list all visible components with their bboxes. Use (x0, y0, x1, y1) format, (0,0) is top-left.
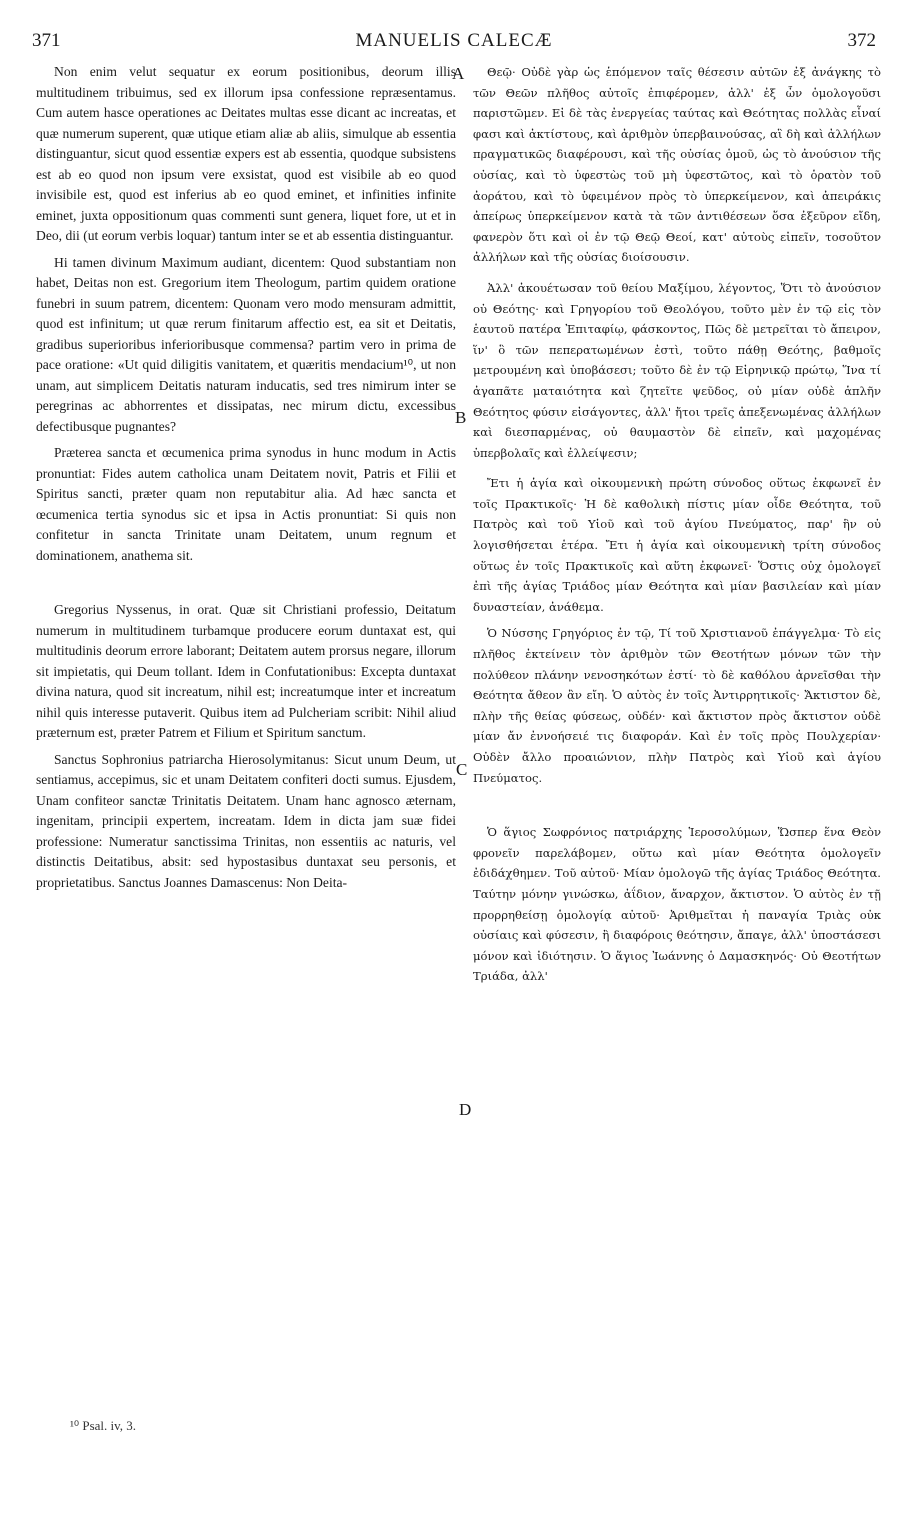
running-title: MANUELIS CALECÆ (355, 30, 553, 51)
margin-marker-c: C (456, 760, 468, 779)
margin-marker-d: D (459, 1100, 472, 1119)
page-header (32, 30, 876, 56)
column-divider (464, 60, 465, 1400)
latin-paragraph: Præterea sancta et œcumenica prima synodus in hunc modum in Actis pronuntiat: Fides autem catholica unam Deitatem novit, Patris et Filii et Spiritus sancti, præter quam non reputabitur alia. Ad hæc sancta et œcumenica tertia synodus sic et ipsa in Actis pronuntiat: Si quis non confitetur in sancta Trinitate unam Deitatem, unum regnum et dominationem, anathema sit. (36, 445, 456, 563)
greek-column (473, 62, 881, 987)
right-page-number: 372 (847, 30, 876, 51)
latin-paragraph: Sanctus Sophronius patriarcha Hierosolymitanus: Sicut unum Deum, ut sentiamus, accepimus, sic et unam Deitatem confiteri docti sumus. Ejusdem, Unam confiteor sanctæ Trinitatis Deitatem. Unam hanc agnosco æternam, ingenitam, principii expertem, increatam. Idem in dicta jam suæ fidei professione: Numeratur sanctissima Trinitas, non essentiis ac naturis, vel distinctis Deitatibus, absit: sed hypostasibus duntaxat seu personis, et proprietatibus. Sanctus Joannes Damascenus: Non Deita- (36, 751, 456, 890)
greek-paragraph: Ὁ Νύσσης Γρηγόριος ἐν τῷ, Τί τοῦ Χριστιανοῦ ἐπάγγελμα· Τὸ εἰς πλῆθος ἐκτείνειν τὸν ἀριθμὸν τῶν Θεοτήτων μόνων τῶν τὴν πολύθεον πλάνην νενοσηκότων ἐστί· τὸ δὲ καθόλου ἀρνεῖσθαι τὴν Θεότητα ἄθεον ἂν εἴη. Ὁ αὐτὸς ἐν τοῖς Ἀντιρρητικοῖς· Ἄκτιστον δὲ, πλὴν τῆς θείας φύσεως, οὐδέν· καὶ ἄκτιστον πρὸς ἄκτιστον οὐδὲ μίαν ἄν ἐννοήσειέ τις διαφοράν. Καὶ ἐν τοῖς πρὸς Πουλχερίαν· Οὐδὲν ἄλλο προαιώνιον, πλὴν Πατρὸς καὶ Υἱοῦ καὶ ἁγίου Πνεύματος. (473, 626, 881, 785)
margin-marker-a: A (452, 64, 465, 83)
greek-paragraph: Θεῷ· Οὐδὲ γὰρ ὡς ἑπόμενον ταῖς θέσεσιν αὐτῶν ἐξ ἀνάγκης τὸ τῶν Θεῶν πλῆθος αὐτοῖς ἐπιφέρομεν, ἀλλ' ἐξ ὧν ὁμολογοῦσι παριστῶμεν. Εἰ δὲ τὰς ἐνεργείας ταύτας καὶ Θεότητας πολλὰς εἶναί φασι καὶ ἀκτίστους, καὶ ἀριθμὸν ὑπερβαινούσας, αἳ δὴ καὶ ἀλλήλων πραγματικῶς διαφέρουσι, καὶ τῆς οὐσίας ὁμοῦ, ὡς τὸ ἀνούσιον τῆς οὐσίας, καὶ τὸ ὑφεστὼς τοῦ μὴ ὑφεστῶτος, καὶ τὸ ὁρατὸν τοῦ ἀοράτου, καὶ τὸ ὑφειμένον πρὸς τὸ ὑπερκείμενον, καὶ ἀπειράκις ἀπείρως ὑπερκείμενον κατὰ τὰ τῶν ἀντιθέσεων ὅσα ἐξεῦρον εἴδη, φανερὸν ὅτι καὶ οἱ ἐν τῷ Θεῷ Θεοί, κατ' αὐτοὺς εἰπεῖν, τοσοῦτον ἀλλήλων καὶ τῆς οὐσίας διοίσουσιν. (473, 65, 881, 265)
greek-paragraph: Ἔτι ἡ ἁγία καὶ οἰκουμενικὴ πρώτη σύνοδος οὕτως ἐκφωνεῖ ἐν τοῖς Πρακτικοῖς· Ἡ δὲ καθολικὴ πίστις μίαν οἶδε Θεότητα, τοῦ Πατρὸς καὶ τοῦ Υἱοῦ καὶ τοῦ ἁγίου Πνεύματος, παρ' ἣν οὐ λογισθήσεται ἑτέρα. Ἔτι ἡ ἁγία καὶ οἰκουμενικὴ τρίτη σύνοδος οὕτως ἐν τοῖς Πρακτικοῖς καὶ αὕτη ἐκφωνεῖ· Ὅστις οὐχ ὁμολογεῖ ἐπὶ τῆς ἁγίας Τριάδος μίαν Θεότητα καὶ μίαν βασιλείαν καὶ μίαν δυναστείαν, ἀνάθεμα. (473, 476, 881, 614)
left-page-number: 371 (32, 30, 61, 51)
greek-paragraph: Ἀλλ' ἀκουέτωσαν τοῦ θείου Μαξίμου, λέγοντος, Ὅτι τὸ ἀνούσιον οὐ Θεότης· καὶ Γρηγορίου τοῦ Θεολόγου, τοῦτο μὲν ἐν τῷ εἰς τὸν ἑαυτοῦ πατέρα Ἐπιταφίῳ, φάσκοντος, Πῶς δὲ μετρεῖται τὸ ἄπειρον, ἵν' ὃ τῶν πεπερατωμένων ἐστὶ, τοῦτο πάθῃ Θεότης, βαθμοῖς μετρουμένη καὶ ὑποβάσεσι; τοῦτο δὲ ἐν τῷ Εἰρηνικῷ πρώτῳ, Ἵνα τί ἀγαπᾶτε ματαιότητα καὶ ζητεῖτε ψεῦδος, οὐ μίαν οὐδὲ ἁπλῆν Θεότητος φύσιν εἰσάγοντες, ἀλλ' ἤτοι τρεῖς ἀπεξενωμένας ἀλλήλων καὶ διεσπαρμένας, οὐ θαυμαστὸν δὲ εἰπεῖν, καὶ μαχομένας ὑπερβολαῖς καὶ ἐλλείψεσιν; (473, 280, 881, 460)
footnote: ¹⁰ Psal. iv, 3. (70, 1418, 137, 1433)
latin-column (36, 62, 456, 893)
greek-paragraph: Ὁ ἅγιος Σωφρόνιος πατριάρχης Ἱεροσολύμων, Ὥσπερ ἕνα Θεὸν φρονεῖν παρελάβομεν, οὕτω καὶ μίαν Θεότητα ὁμολογεῖν ἐδιδάχθημεν. Τοῦ αὐτοῦ· Μίαν ὁμολογῶ τῆς ἁγίας Τριάδος Θεότητα. Ταύτην μόνην γινώσκω, ἀΐδιον, ἄναρχον, ἄκτιστον. Ὁ αὐτὸς ἐν τῇ προρρηθείσῃ ὁμολογίᾳ αὐτοῦ· Ἀριθμεῖται ἡ παναγία Τριὰς οὐκ οὐσίαις καὶ φύσεσιν, ἢ διαφόροις θεότησιν, ἄπαγε, ἀλλ' ὑποστάσεσι μόνον καὶ ἰδιότησιν. Ὁ ἅγιος Ἰωάννης ὁ Δαμασκηνός· Οὐ Θεοτήτων Τριάδα, ἀλλ' (473, 825, 881, 984)
latin-paragraph: Hi tamen divinum Maximum audiant, dicentem: Quod substantiam non habet, Deitas non est. Gregorium item Theologum, partim quidem oratione funebri in suum patrem, dicentem: Quonam vero modo mensuram admittit, quod est infinitum; ut quæ rerum finitarum affectio est, ea sit et Deitatis, gradibus superioribus inferioribusque commensa? partim vero in prima de pace oratione: «Ut quid diligitis vanitatem, et quæritis mendacium¹⁰, ut non unam, aut simplicem Deitatis naturam inducatis, sed tres nimirum inter se peregrinas ac abhorrentes et dissipatas, nec mirum dictu, excessibus defectibusque pugnantes? (36, 254, 456, 434)
latin-paragraph: Gregorius Nyssenus, in orat. Quæ sit Christiani professio, Deitatum numerum in multitudinem turbamque producere eorum duntaxat est, qui multitudinis deorum errore laborant; Deitatem autem prorsus negare, illorum sit impietatis, qui Deum tollant. Idem in Confutationibus: Excepta duntaxat divina natura, quod sit increatum, nihil est; increatumque inter et increatum nihil quis interesse putaverit. Quibus item ad Pulcheriam scribit: Nihil aliud præternum est, præter Patrem et Filium et Spiritum sanctum. (36, 602, 456, 740)
latin-paragraph: Non enim velut sequatur ex eorum positionibus, deorum illis multitudinem tribuimus, sed ex illorum ipsa confessione repræsentamus. Cum autem hasce operationes ac Deitates multas esse dicant ac increatas, et quæ numerum superent, quæ utique etiam aliæ ab aliis, simulque ab essentia distinguantur, sicut quod essentiæ expers est ab essentia, quodque subsistens est ab eo quod non ipsum vere exsistat, quod est visibile ab eo quod invisibile est, quod est inferius ab eo quod eminet, et infinities infinite eminet, juxta oppositionum quas commenti sunt genera, liquet fore, ut et in Deo, dii (ut eorum verbis loquar) tantum inter se et ab essentia distinguantur. (36, 64, 456, 243)
margin-marker-b: B (455, 408, 467, 427)
